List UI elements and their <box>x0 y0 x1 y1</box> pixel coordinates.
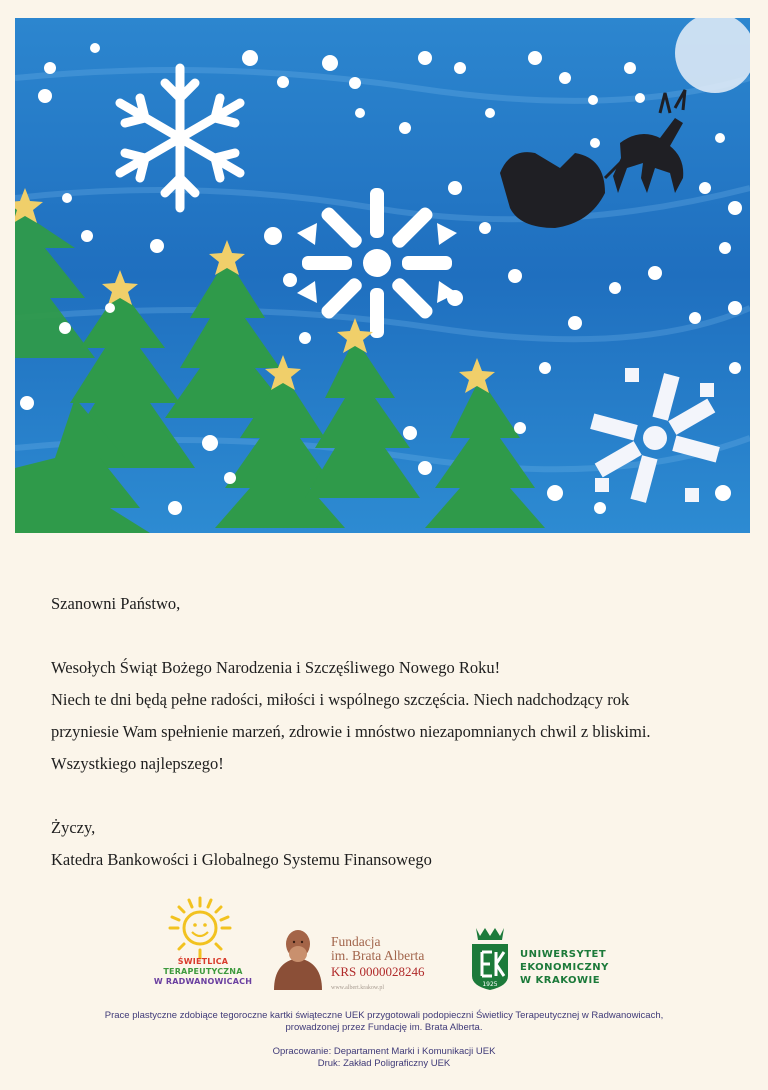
footer-credit-line-2: Druk: Zakład Poligraficzny UEK <box>317 1058 451 1069</box>
signature: Katedra Bankowości i Globalnego Systemu Finansowego <box>51 850 432 869</box>
swietlica-line-3: W RADWANOWICACH <box>153 977 253 986</box>
christmas-painting <box>15 18 750 533</box>
wishes-line: Życzy, <box>51 818 96 837</box>
uek-line-1: UNIWERSYTET <box>520 949 607 960</box>
swietlica-logo-text <box>153 957 253 987</box>
painting-illustration <box>15 18 750 533</box>
fundacja-url: www.albert.krakow.pl <box>331 985 385 991</box>
swietlica-line-1: ŚWIETLICA <box>177 957 229 966</box>
closing-line: Wszystkiego najlepszego! <box>51 754 224 773</box>
uek-logo-text <box>520 948 630 987</box>
fundacja-line-2: im. Brata Alberta <box>331 948 425 963</box>
svg-text:1925: 1925 <box>482 981 498 988</box>
footer-credit-line-1: Opracowanie: Departament Marki i Komunikacji UEK <box>272 1046 496 1057</box>
fundacja-krs: KRS 0000028246 <box>331 964 425 979</box>
uek-line-3: W KRAKOWIE <box>520 975 601 986</box>
swietlica-line-2: TERAPEUTYCZNA <box>163 967 243 976</box>
footer-note-line-1: Prace plastyczne zdobiące tegoroczne kartki świąteczne UEK przygotowali podopieczni Świetlicy Terapeutycznej w Radwanowicach, <box>104 1010 664 1021</box>
fundacja-logo-text <box>331 935 451 995</box>
footer-credit <box>60 1046 708 1070</box>
brother-albert-portrait <box>274 930 322 990</box>
uek-emblem-icon <box>472 928 508 990</box>
footer-note <box>60 1010 708 1034</box>
sun-logo <box>170 898 230 958</box>
fundacja-line-1: Fundacja <box>331 934 381 949</box>
footer-note-line-2: prowadzonej przez Fundację im. Brata Alberta. <box>285 1022 483 1033</box>
body-line-2: przyniesie Wam spełnienie marzeń, zdrowie i mnóstwo niezapomnianych chwil z bliskimi. <box>51 722 651 741</box>
greeting-headline: Wesołych Świąt Bożego Narodzenia i Szczęśliwego Nowego Roku! <box>51 658 501 677</box>
greeting-letter <box>51 588 731 876</box>
uek-line-2: EKONOMICZNY <box>520 962 609 973</box>
salutation: Szanowni Państwo, <box>51 594 181 613</box>
body-line-1: Niech te dni będą pełne radości, miłości i wspólnego szczęścia. Niech nadchodzący rok <box>51 690 630 709</box>
